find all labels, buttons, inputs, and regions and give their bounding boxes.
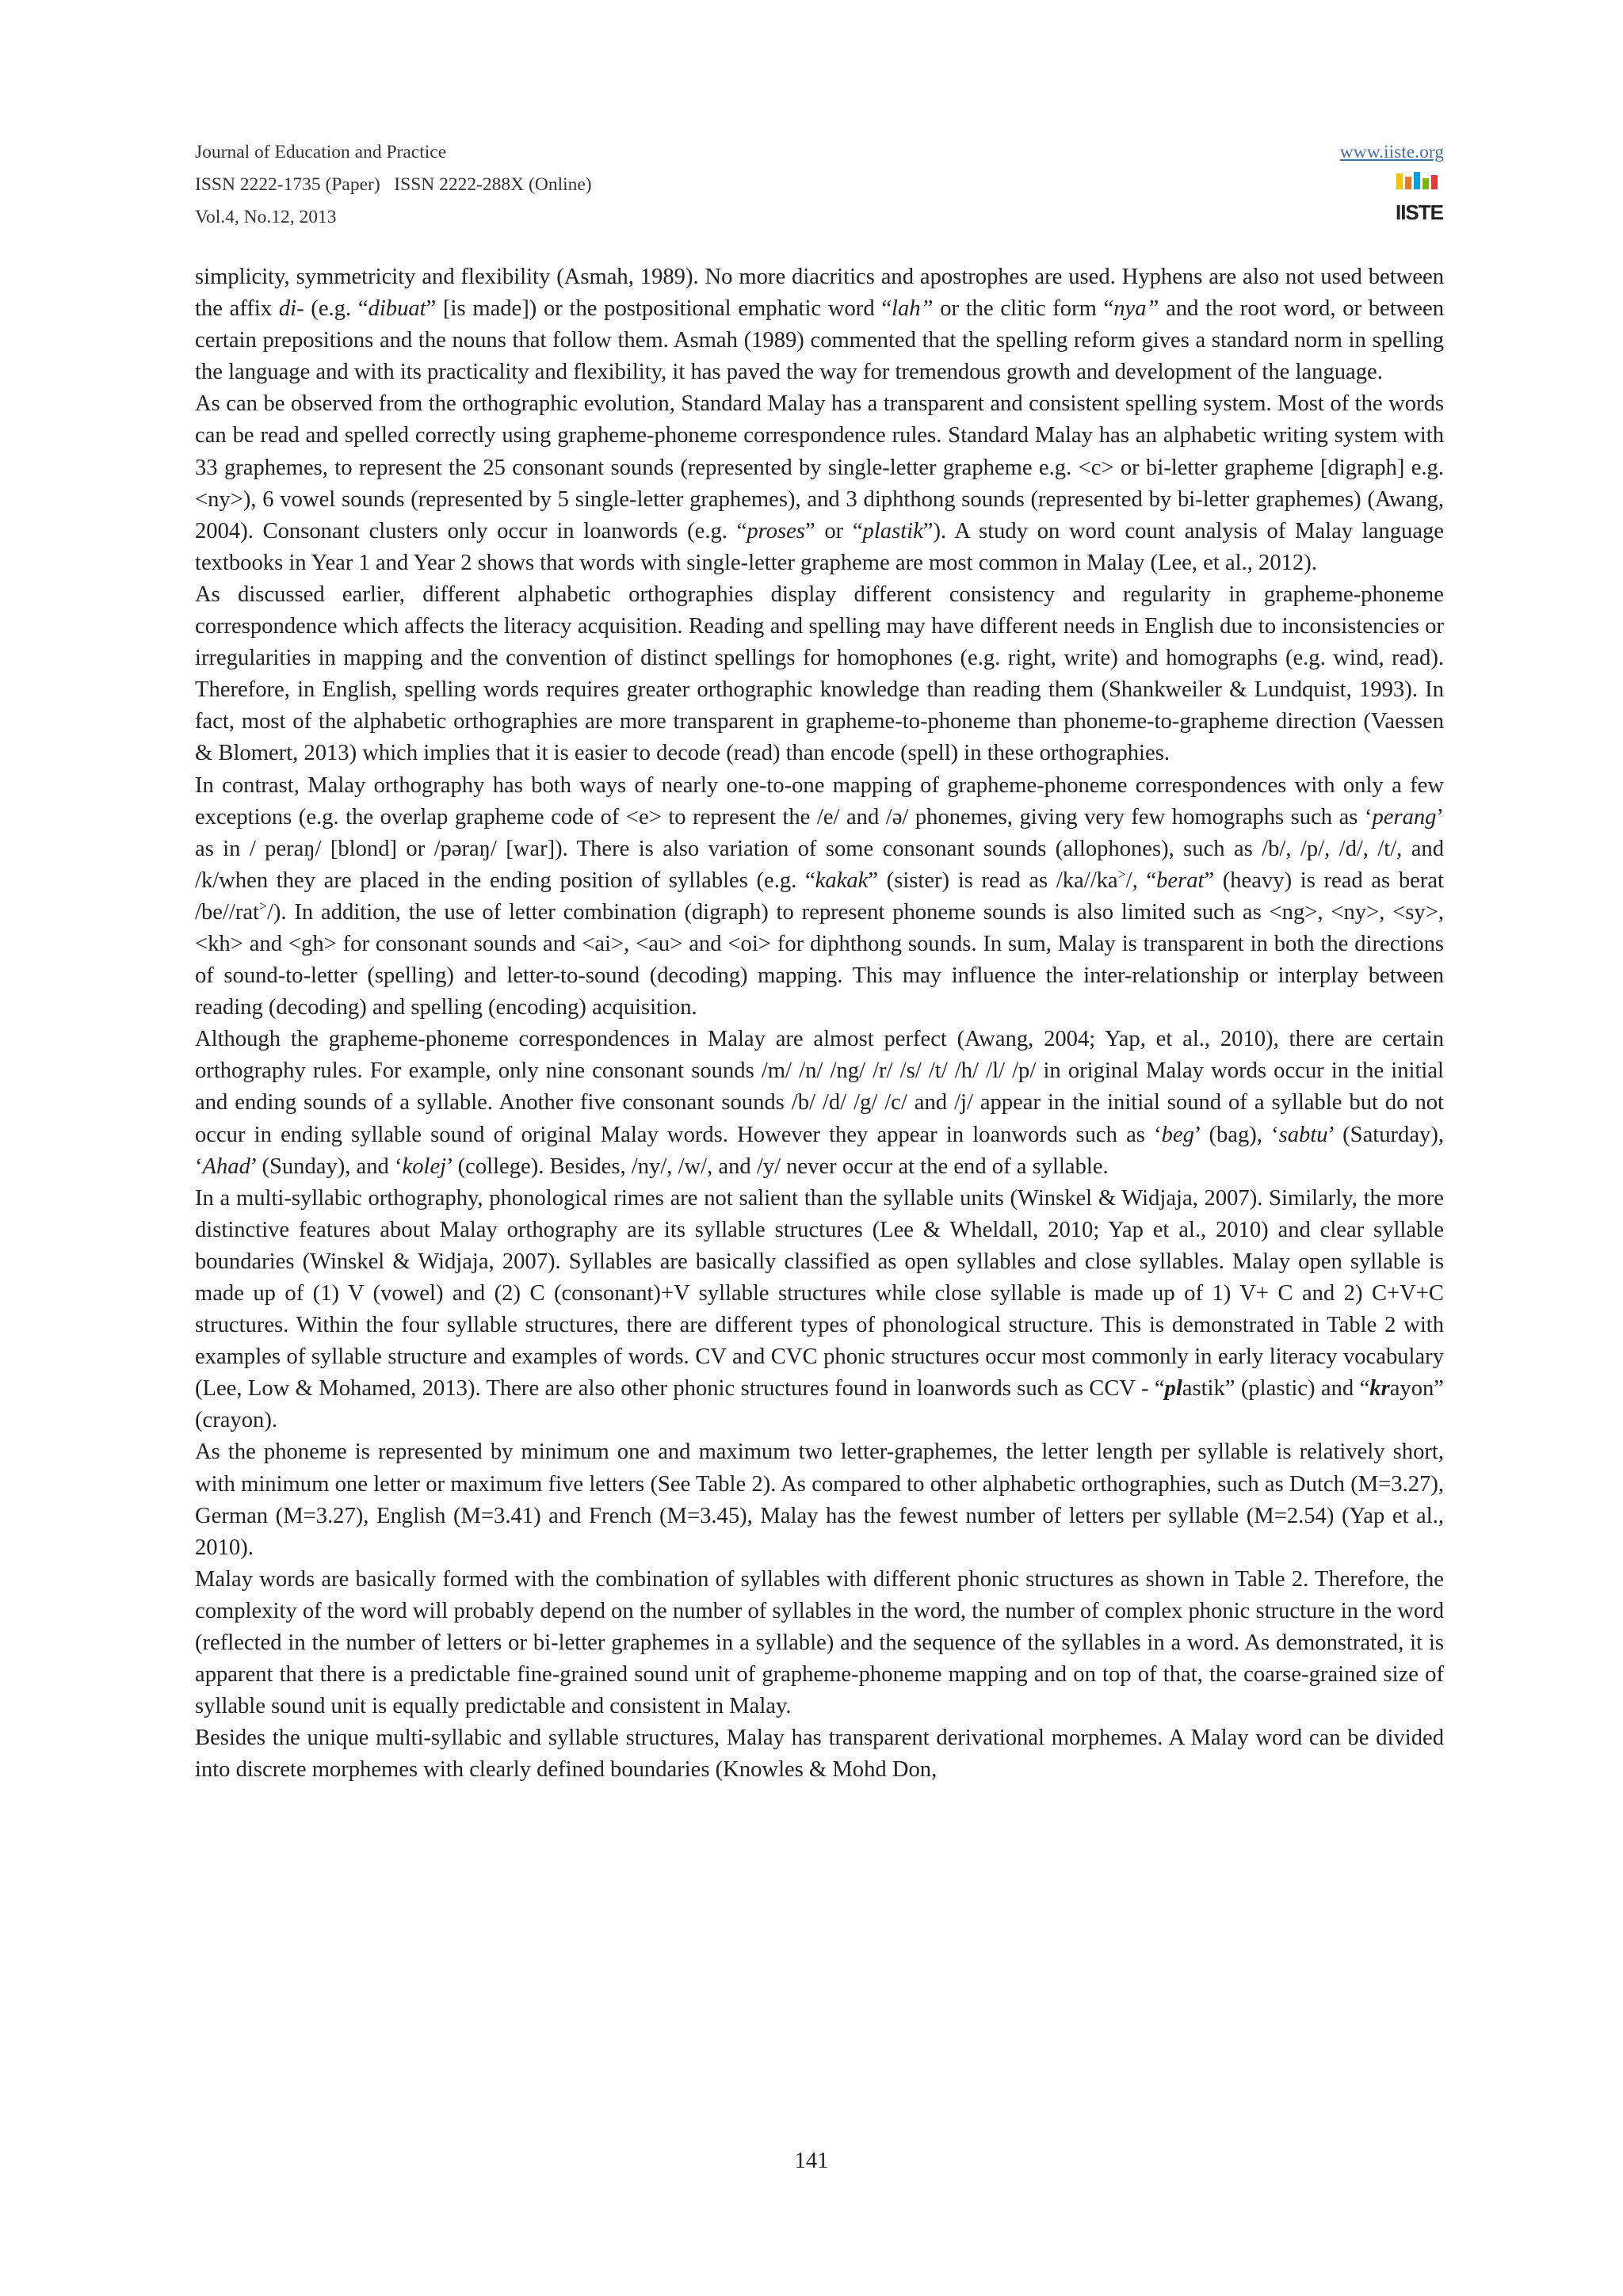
paragraph-text-run: ’ (bag), ‘: [1193, 1122, 1279, 1147]
body-paragraph: [195, 1564, 1444, 1722]
paragraph-text-run: nya”: [1113, 296, 1159, 322]
page-header: [195, 133, 1444, 236]
paragraph-text-run: simplicity, symmetricity and flexibility (Asmah, 1989). No more diacritics and apostrophes are used. Hyphens are also not used between the affix: [195, 265, 1444, 322]
paragraph-text-run: In contrast, Malay orthography has both ways of nearly one-to-one mapping of grapheme-phoneme correspondences with only a few exceptions (e.g. the overlap grapheme code of <e> to represent the /e/ and /ə/ phonemes, giving very few homographs such as ‘: [195, 772, 1444, 830]
body-paragraph: [195, 1722, 1444, 1786]
paragraph-text-run: Ahad: [202, 1154, 250, 1179]
paragraph-text-run: plastik: [862, 518, 923, 543]
body-paragraph: [195, 770, 1444, 1024]
logo-bar-1: [1396, 174, 1403, 189]
paragraph-text-run: lah”: [892, 296, 934, 322]
paragraph-text-run: Besides the unique multi-syllabic and syllable structures, Malay has transparent derivational morphemes. A Malay word can be divided into discrete morphemes with clearly defined boundaries (Knowles & Mohd Don,: [195, 1726, 1444, 1783]
logo-bar-3: [1414, 172, 1420, 189]
journal-info: [195, 136, 592, 234]
logo-bar-5: [1431, 175, 1438, 189]
paragraph-text-run: astik” (plastic) and “: [1182, 1376, 1370, 1402]
body-paragraph: [195, 1183, 1444, 1437]
paragraph-text-run: proses: [747, 518, 805, 543]
paragraph-text-run: ” [is made]) or the postpositional emphatic word “: [426, 296, 892, 322]
body-paragraph: [195, 1436, 1444, 1563]
paragraph-text-run: >: [258, 898, 267, 914]
iiste-logo-icon: [1395, 170, 1444, 224]
paragraph-text-run: beg: [1161, 1122, 1194, 1147]
paragraph-text-run: ’ (Saturday), ‘: [195, 1122, 1444, 1179]
website-link[interactable]: www.iiste.org: [1339, 142, 1444, 162]
paragraph-text-run: or the clitic form “: [933, 296, 1114, 322]
paragraph-text-run: dibuat: [368, 296, 426, 322]
paragraph-text-run: (e.g. “: [304, 296, 369, 322]
paragraph-text-run: kakak: [815, 868, 869, 893]
header-right: [1340, 136, 1444, 224]
paragraph-text-run: di-: [278, 296, 304, 322]
logo-text: IISTE: [1395, 200, 1444, 224]
logo-bar-4: [1423, 178, 1429, 189]
journal-title: Journal of Education and Practice: [195, 142, 447, 162]
body-paragraph: [195, 579, 1444, 770]
paragraph-text-run: >: [1117, 866, 1126, 883]
paragraph-text-run: ” (heavy) is read as berat /be//rat: [195, 868, 1444, 925]
body-paragraph: [195, 388, 1444, 579]
article-body: [195, 261, 1444, 1787]
paragraph-text-run: Malay words are basically formed with the combination of syllables with different phonic structures as shown in Table 2. Therefore, the complexity of the word will probably depend on the number of syllables in the word, the number of complex phonic structure in the word (reflected in the number of letters or bi-letter graphemes in a syllable) and the sequence of the syllables in a word. As demonstrated, it is apparent that there is a predictable fine-grained sound unit of grapheme-phoneme mapping and on top of that, the coarse-grained size of syllable sound unit is equally predictable and consistent in Malay.: [195, 1566, 1444, 1719]
body-paragraph: [195, 261, 1444, 388]
paragraph-text-run: kr: [1369, 1376, 1390, 1402]
paragraph-text-run: ’ (college). Besides, /ny/, /w/, and /y/ never occur at the end of a syllable.: [446, 1154, 1109, 1179]
logo-bar-2: [1405, 177, 1411, 189]
paragraph-text-run: As discussed earlier, different alphabetic orthographies display different consistency and regularity in grapheme-phoneme correspondence which affects the literacy acquisition. Reading and spelling may have different needs in English due to inconsistencies or irregularities in mapping and the convention of distinct spellings for homophones (e.g. right, write) and homographs (e.g. wind, read). Therefore, in English, spelling words requires greater orthographic knowledge than reading them (Shankweiler & Lundquist, 1993). In fact, most of the alphabetic orthographies are more transparent in grapheme-to-phoneme than phoneme-to-grapheme direction (Vaessen & Blomert, 2013) which implies that it is easier to decode (read) than encode (spell) in these orthographies.: [195, 582, 1444, 766]
body-paragraph: [195, 1024, 1444, 1182]
journal-volume: Vol.4, No.12, 2013: [195, 207, 337, 227]
paragraph-text-run: ’ (Sunday), and ‘: [250, 1154, 403, 1179]
paragraph-text-run: Although the grapheme-phoneme correspondences in Malay are almost perfect (Awang, 2004; Yap, et al., 2010), there are certain orthography rules. For example, only nine consonant sounds /m/ /n/ /ng/ /r/ /s/ /t/ /h/ /l/ /p/ in original Malay words occur in the initial and ending sounds of a syllable. Another five consonant sounds /b/ /d/ /g/ /c/ and /j/ appear in the initial sound of a syllable but do not occur in ending syllable sound of original Malay words. However they appear in loanwords such as ‘: [195, 1027, 1444, 1147]
paragraph-text-run: and the root word, or between certain prepositions and the nouns that follow them. Asmah (1989) commented that the spelling reform gives a standard norm in spelling the language and with its practicality and flexibility, it has paved the way for tremendous growth and development of the language.: [195, 296, 1444, 385]
paragraph-text-run: /). In addition, the use of letter combination (digraph) to represent phoneme sounds is also limited such as <ng>, <ny>, <sy>, <kh> and <gh> for consonant sounds and <ai>, <au> and <oi> for diphthong sounds. In sum, Malay is transparent in both the directions of sound-to-letter (spelling) and letter-to-sound (decoding) mapping. This may influence the inter-relationship or interplay between reading (decoding) and spelling (encoding) acquisition.: [195, 899, 1444, 1020]
paragraph-text-run: In a multi-syllabic orthography, phonological rimes are not salient than the syllable units (Winskel & Widjaja, 2007). Similarly, the more distinctive features about Malay orthography are its syllable structures (Lee & Wheldall, 2010; Yap et al., 2010) and clear syllable boundaries (Winskel & Widjaja, 2007). Syllables are basically classified as open syllables and close syllables. Malay open syllable is made up of (1) V (vowel) and (2) C (consonant)+V syllable structures while close syllable is made up of 1) V+ C and 2) C+V+C structures. Within the four syllable structures, there are different types of phonological structure. This is demonstrated in Table 2 with examples of syllable structure and examples of words. CV and CVC phonic structures occur most commonly in early literacy vocabulary (Lee, Low & Mohamed, 2013). There are also other phonic structures found in loanwords such as CCV - “: [195, 1185, 1444, 1402]
paragraph-text-run: As the phoneme is represented by minimum one and maximum two letter-graphemes, the letter length per syllable is relatively short, with minimum one letter or maximum five letters (See Table 2). As compared to other alphabetic orthographies, such as Dutch (M=3.27), German (M=3.27), English (M=3.41) and French (M=3.45), Malay has the fewest number of letters per syllable (M=2.54) (Yap et al., 2010).: [195, 1440, 1444, 1560]
paragraph-text-run: ’ as in / peraŋ/ [blond] or /pəraŋ/ [war]). There is also variation of some consonant sounds (allophones), such as /b/, /p/, /d/, /t/, and /k/when they are placed in the ending position of syllables (e.g. “: [195, 804, 1444, 893]
paragraph-text-run: sabtu: [1278, 1122, 1328, 1147]
paragraph-text-run: ” or “: [804, 518, 863, 543]
paragraph-text-run: berat: [1156, 868, 1205, 893]
paragraph-text-run: /, “: [1125, 868, 1157, 893]
paragraph-text-run: ”). A study on word count analysis of Malay language textbooks in Year 1 and Year 2 shows that words with single-letter grapheme are most common in Malay (Lee, et al., 2012).: [195, 518, 1445, 575]
paragraph-text-run: As can be observed from the orthographic evolution, Standard Malay has a transparent and consistent spelling system. Most of the words can be read and spelled correctly using grapheme-phoneme correspondence rules. Standard Malay has an alphabetic writing system with 33 graphemes, to represent the 25 consonant sounds (represented by single-letter grapheme e.g. <c> or bi-letter grapheme [digraph] e.g. <ny>), 6 vowel sounds (represented by 5 single-letter graphemes), and 3 diphthong sounds (represented by bi-letter graphemes) (Awang, 2004). Consonant clusters only occur in loanwords (e.g. “: [195, 391, 1444, 543]
paragraph-text-run: perang: [1372, 804, 1437, 830]
paragraph-text-run: ayon” (crayon).: [195, 1376, 1444, 1433]
page-number: 141: [794, 2149, 829, 2173]
journal-issn: ISSN 2222-1735 (Paper) ISSN 2222-288X (Online): [195, 174, 592, 195]
paragraph-text-run: ” (sister) is read as /ka//ka: [868, 868, 1118, 893]
paragraph-text-run: pl: [1164, 1376, 1182, 1402]
paragraph-text-run: kolej: [402, 1154, 447, 1179]
